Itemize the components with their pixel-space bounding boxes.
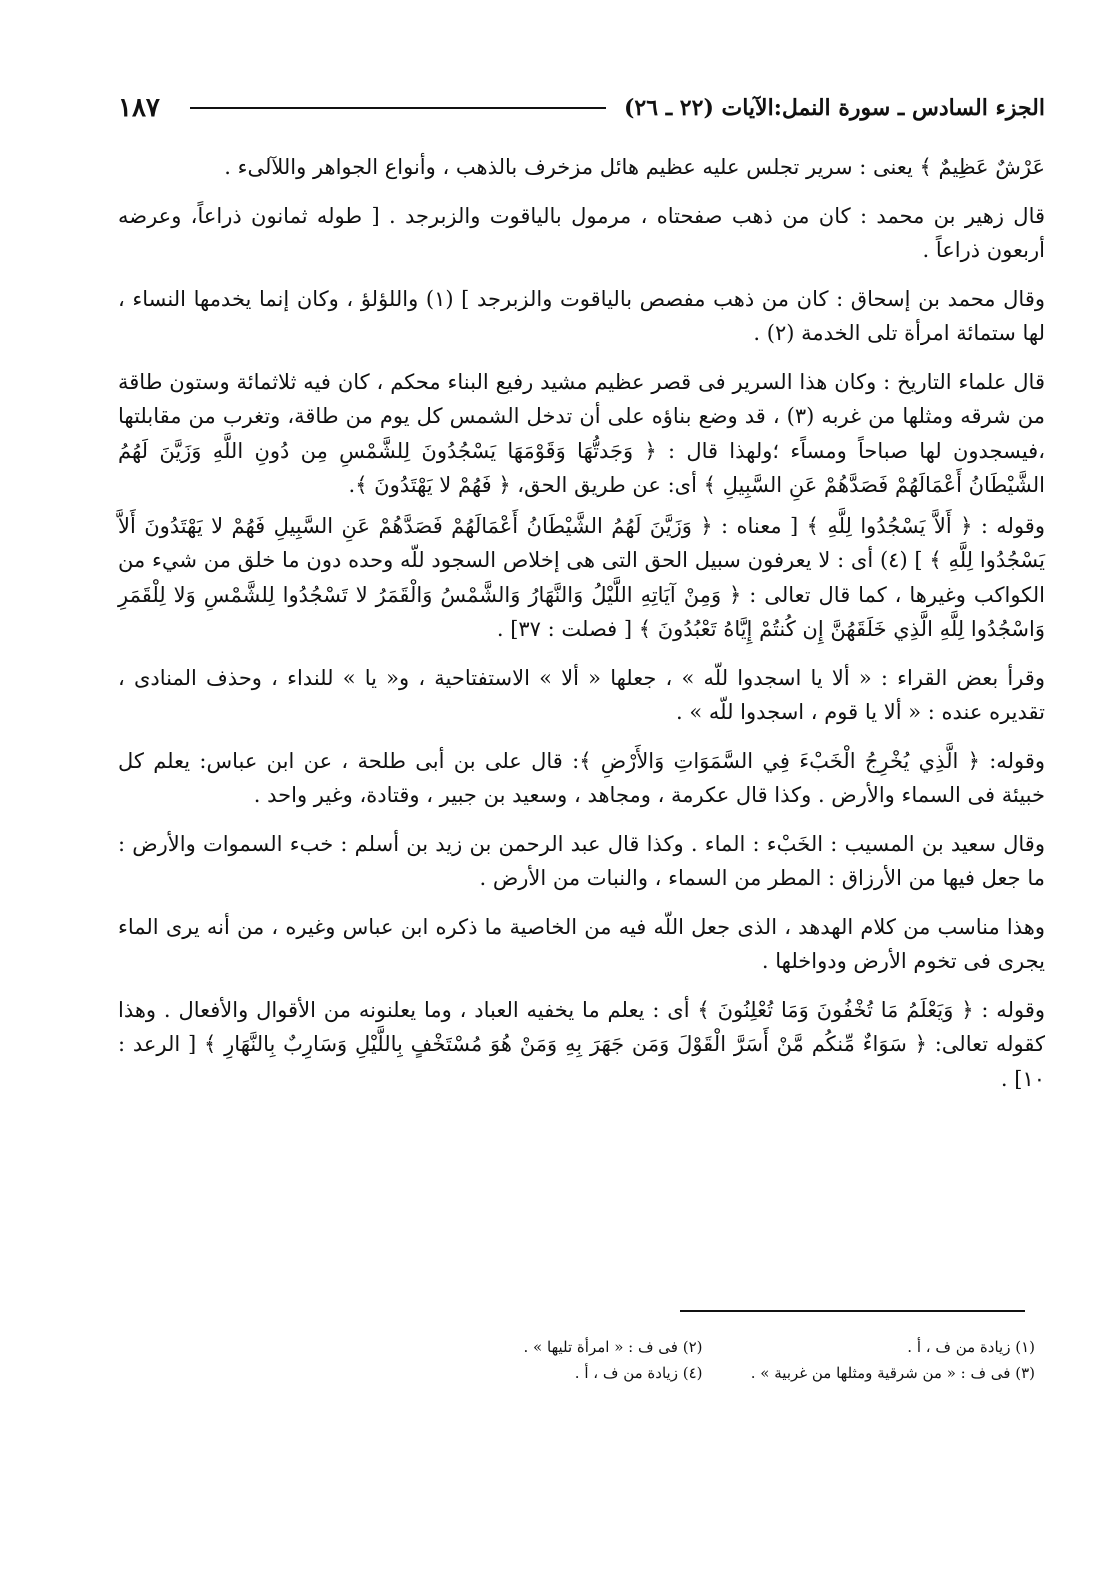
footnote-4: (٤) زيادة من ف ، أ .: [574, 1364, 703, 1382]
paragraph-7: وقوله: ﴿ الَّذِي يُخْرِجُ الْخَبْءَ فِي السَّمَوَاتِ وَالأَرْضِ ﴾: قال على بن أبى طلحة ، عن ابن عباس: يعلم كل خبيئة فى السماء والأرض . وكذا قال عكرمة ، ومجاهد ، وسعيد بن جبير ، وقتادة، وغير واحد .: [118, 748, 1045, 807]
paragraph-2: قال زهير بن محمد : كان من ذهب صفحتاه ، مرمول بالياقوت والزبرجد . [ طوله ثمانون ذراعاً، وعرضه أربعون ذراعاً .: [118, 203, 1045, 262]
page-body: [118, 150, 1045, 1110]
page-header: [118, 88, 1045, 128]
paragraph-5: وقوله : ﴿ أَلاَّ يَسْجُدُوا لِلَّهِ ﴾ [ معناه : ﴿ وَزَيَّنَ لَهُمُ الشَّيْطَانُ أَعْمَالَهُمْ فَصَدَّهُمْ عَنِ السَّبِيلِ فَهُمْ لا يَهْتَدُونَ أَلاَّ يَسْجُدُوا لِلَّهِ ﴾ ] (٤) أى : لا يعرفون سبيل الحق التى هى إخلاص السجود للّه وحده دون ما خلق من شيء من الكواكب وغيرها ، كما قال تعالى : ﴿ وَمِنْ آيَاتِهِ اللَّيْلُ وَالنَّهَارُ وَالشَّمْسُ وَالْقَمَرُ لا تَسْجُدُوا لِلشَّمْسِ وَلا لِلْقَمَرِ وَاسْجُدُوا لِلَّهِ الَّذِي خَلَقَهُنَّ إِن كُنتُمْ إِيَّاهُ تَعْبُدُونَ ﴾ [ فصلت : ٣٧] .: [118, 513, 1045, 641]
paragraph-10: وقوله : ﴿ وَيَعْلَمُ مَا تُخْفُونَ وَمَا تُعْلِنُونَ ﴾ أى : يعلم ما يخفيه العباد ، وما يعلنونه من الأقوال والأفعال . وهذا كقوله تعالى: ﴿ سَوَاءٌ مِّنكُم مَّنْ أَسَرَّ الْقَوْلَ وَمَن جَهَرَ بِهِ وَمَنْ هُوَ مُسْتَخْفٍ بِاللَّيْلِ وَسَارِبٌ بِالنَّهَارِ ﴾ [ الرعد : ١٠] .: [118, 997, 1045, 1091]
running-title: الجزء السادس ـ سورة النمل:الآيات (٢٢ ـ ٢٦): [623, 95, 1045, 121]
paragraph-9: وهذا مناسب من كلام الهدهد ، الذى جعل اللّه فيه من الخاصية ما ذكره ابن عباس وغيره ، من أنه يرى الماء يجرى فى تخوم الأرض ودواخلها .: [118, 914, 1045, 973]
footnote-divider: [680, 1310, 1025, 1312]
page-number: ١٨٧: [118, 93, 160, 123]
paragraph-4: قال علماء التاريخ : وكان هذا السرير فى قصر عظيم مشيد رفيع البناء محكم ، كان فيه ثلاثمائة وستون طاقة من شرقه ومثلها من غربه (٣) ، قد وضع بناؤه على أن تدخل الشمس كل يوم من طاقة، وتغرب من مقابلتها ،فيسجدون لها صباحاً ومساًء ؛ولهذا قال : ﴿ وَجَدتُّهَا وَقَوْمَهَا يَسْجُدُونَ لِلشَّمْسِ مِن دُونِ اللَّهِ وَزَيَّنَ لَهُمُ الشَّيْطَانُ أَعْمَالَهُمْ فَصَدَّهُمْ عَنِ السَّبِيلِ ﴾ أى: عن طريق الحق، ﴿ فَهُمْ لا يَهْتَدُونَ ﴾.: [118, 369, 1045, 497]
footnote-2: (٢) فى ف : « امرأة تليها » .: [523, 1338, 703, 1356]
paragraph-6: وقرأ بعض القراء : « ألا يا اسجدوا للّه » ، جعلها « ألا » الاستفتاحية ، و« يا » للنداء ، وحذف المنادى ، تقديره عنده : « ألا يا قوم ، اسجدوا للّه » .: [118, 665, 1045, 724]
header-divider: [190, 107, 606, 109]
footnotes: [400, 1338, 1035, 1382]
footnote-1: (١) زيادة من ف ، أ .: [907, 1338, 1035, 1356]
paragraph-3: وقال محمد بن إسحاق : كان من ذهب مفصص بالياقوت والزبرجد ] (١) واللؤلؤ ، وكان إنما يخدمها النساء ، لها ستمائة امرأة تلى الخدمة (٢) .: [118, 286, 1046, 345]
paragraph-1: عَرْشٌ عَظِيمٌ ﴾ يعنى : سرير تجلس عليه عظيم هائل مزخرف بالذهب ، وأنواع الجواهر واللآلىء .: [224, 155, 1045, 179]
paragraph-8: وقال سعيد بن المسيب : الخَبْء : الماء . وكذا قال عبد الرحمن بن زيد بن أسلم : خبء السموات والأرض : ما جعل فيها من الأرزاق : المطر من السماء ، والنبات من الأرض .: [118, 831, 1045, 890]
footnote-3: (٣) فى ف : « من شرقية ومثلها من غربية » .: [750, 1364, 1035, 1382]
